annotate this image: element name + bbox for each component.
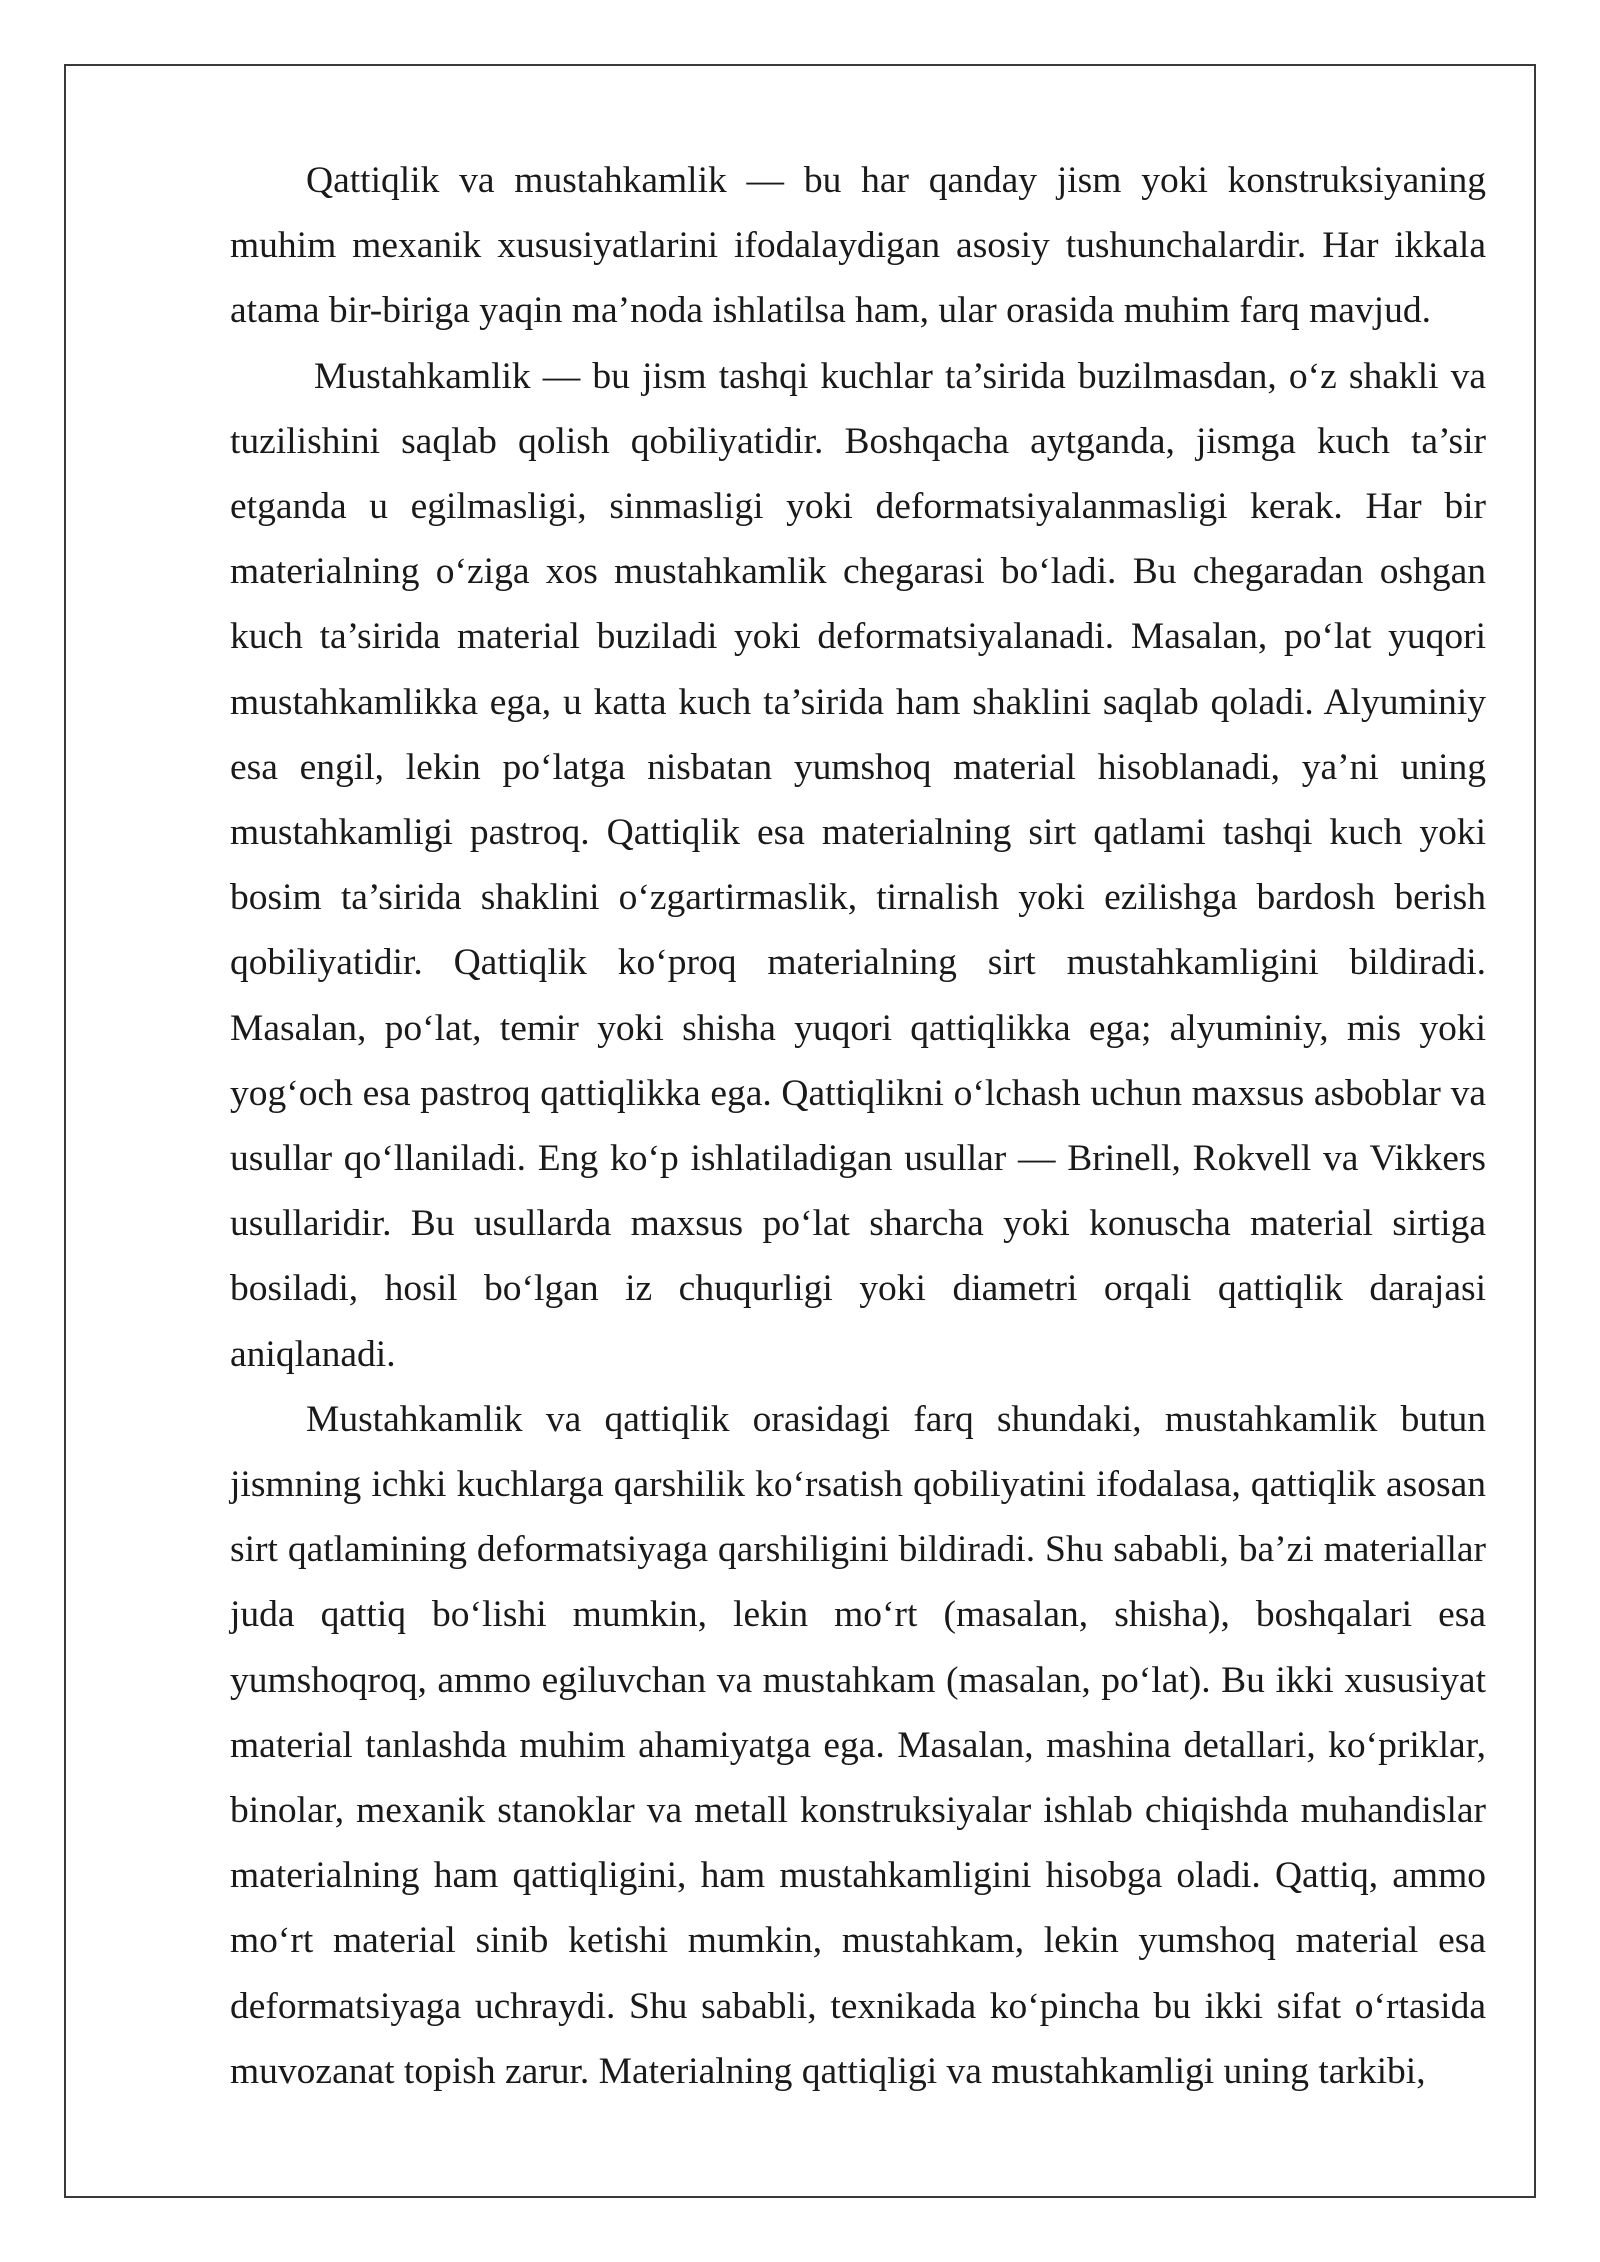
- document-body: [230, 148, 1486, 2104]
- paragraph-intro: Qattiqlik va mustahkamlik — bu har qanday jism yoki konstruksiyaning muhim mexanik xususiyatlarini ifodalaydigan asosiy tushunchalardir. Har ikkala atama bir-biriga yaqin ma’noda ishlatilsa ham, ular orasida muhim farq mavjud.: [230, 160, 1486, 332]
- paragraph-difference: Mustahkamlik va qattiqlik orasidagi farq shundaki, mustahkamlik butun jismning ichki kuchlarga qarshilik ko‘rsatish qobiliyatini ifodalasa, qattiqlik asosan sirt qatlamining deformatsiyaga qarshiligini bildiradi. Shu sababli, ba’zi materiallar juda qattiq bo‘lishi mumkin, lekin mo‘rt (masalan, shisha), boshqalari esa yumshoqroq, ammo egiluvchan va mustahkam (masalan, po‘lat). Bu ikki xususiyat material tanlashda muhim ahamiyatga ega. Masalan, mashina detallari, ko‘priklar, binolar, mexanik stanoklar va metall konstruksiyalar ishlab chiqishda muhandislar materialning ham qattiqligini, ham mustahkamligini hisobga oladi. Qattiq, ammo mo‘rt material sinib ketishi mumkin, mustahkam, lekin yumshoq material esa deformatsiyaga uchraydi. Shu sababli, texnikada ko‘pincha bu ikki sifat o‘rtasida muvozanat topish zarur. Materialning qattiqligi va mustahkamligi uning tarkibi,: [230, 1398, 1486, 2092]
- paragraph-strength-hardness: Mustahkamlik — bu jism tashqi kuchlar ta’sirida buzilmasdan, o‘z shakli va tuzilishini saqlab qolish qobiliyatidir. Boshqacha aytganda, jismga kuch ta’sir etganda u egilmasligi, sinmasligi yoki deformatsiyalanmasligi kerak. Har bir materialning o‘ziga xos mustahkamlik chegarasi bo‘ladi. Bu chegaradan oshgan kuch ta’sirida material buziladi yoki deformatsiyalanadi. Masalan, po‘lat yuqori mustahkamlikka ega, u katta kuch ta’sirida ham shaklini saqlab qoladi. Alyuminiy esa engil, lekin po‘latga nisbatan yumshoq material hisoblanadi, ya’ni uning mustahkamligi pastroq. Qattiqlik esa materialning sirt qatlami tashqi kuch yoki bosim ta’sirida shaklini o‘zgartirmaslik, tirnalish yoki ezilishga bardosh berish qobiliyatidir. Qattiqlik ko‘proq materialning sirt mustahkamligini bildiradi. Masalan, po‘lat, temir yoki shisha yuqori qattiqlikka ega; alyuminiy, mis yoki yog‘och esa pastroq qattiqlikka ega. Qattiqlikni o‘lchash uchun maxsus asboblar va usullar qo‘llaniladi. Eng ko‘p ishlatiladigan usullar — Brinell, Rokvell va Vikkers usullaridir. Bu usullarda maxsus po‘lat sharcha yoki konuscha material sirtiga bosiladi, hosil bo‘lgan iz chuqurligi yoki diametri orqali qattiqlik darajasi aniqlanadi.: [230, 355, 1486, 1375]
